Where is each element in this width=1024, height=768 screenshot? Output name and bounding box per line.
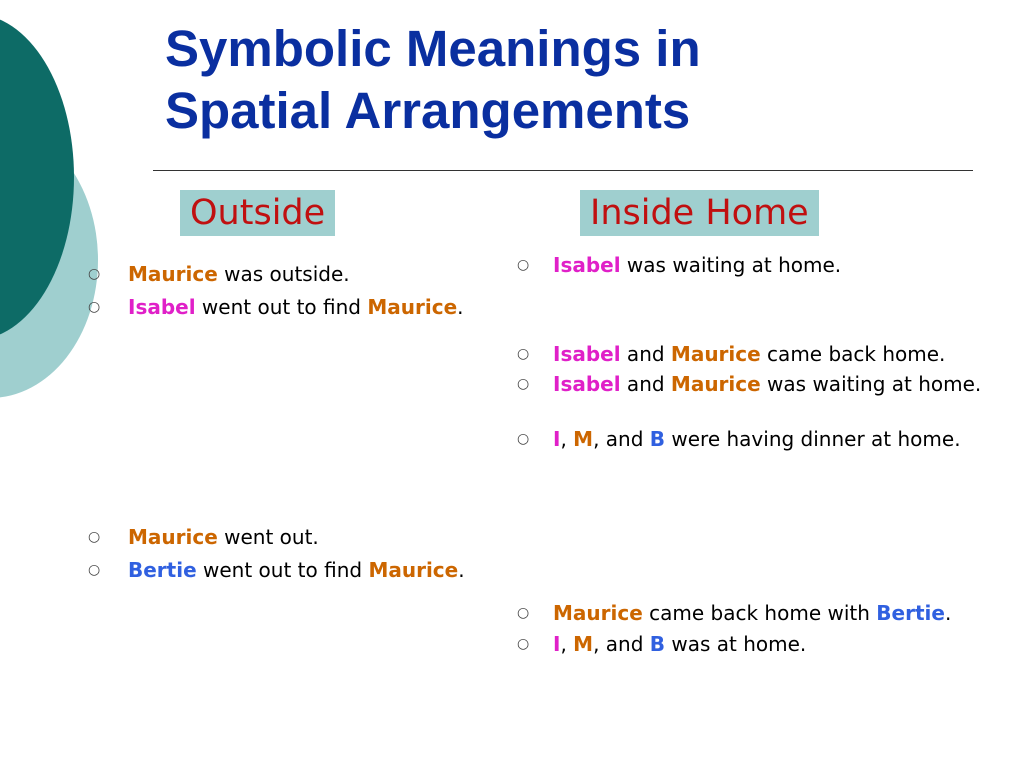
bullet-text [128, 525, 528, 550]
name-bertie: Bertie [128, 558, 197, 582]
bullet-text [553, 253, 997, 278]
name-isabel: I [553, 632, 561, 656]
hollow-circle-bullet-icon: ○ [517, 636, 530, 652]
name-bertie: Bertie [876, 601, 945, 625]
name-maurice: Maurice [670, 372, 761, 396]
bullet-text [128, 558, 528, 583]
name-maurice: Maurice [128, 262, 218, 286]
hollow-circle-bullet-icon: ○ [517, 346, 530, 362]
column-header-inside-home: Inside Home [580, 190, 819, 236]
bullet-text-segment: came back home. [760, 342, 946, 366]
bullet-text [128, 295, 528, 320]
bullet-item [517, 253, 997, 278]
hollow-circle-bullet-icon: ○ [517, 431, 530, 447]
bullet-item [517, 342, 1007, 367]
name-maurice: Maurice [367, 295, 458, 319]
bullet-item [517, 601, 1007, 626]
bullet-item [88, 295, 528, 320]
bullet-item [517, 632, 997, 657]
bullet-item [88, 558, 528, 583]
bullet-text-segment: was waiting at home. [620, 253, 842, 277]
hollow-circle-bullet-icon: ○ [88, 562, 101, 578]
bullet-item [517, 372, 997, 397]
bullet-text-segment: , and [593, 632, 650, 656]
name-maurice: M [573, 632, 594, 656]
bullet-text-segment: came back home with [642, 601, 877, 625]
name-maurice: Maurice [553, 601, 643, 625]
name-maurice: M [573, 427, 594, 451]
name-isabel: Isabel [553, 253, 621, 277]
bullet-text-segment: . [458, 558, 465, 582]
bullet-text-segment: , [560, 427, 574, 451]
bullet-text-segment: was waiting at home. [760, 372, 982, 396]
name-maurice: Maurice [368, 558, 459, 582]
bullet-text-segment: were having dinner at home. [665, 427, 961, 451]
column-header-outside: Outside [180, 190, 335, 236]
slide-title-line-2: Spatial Arrangements [165, 82, 691, 139]
name-maurice: Maurice [128, 525, 218, 549]
bullet-text-segment: , and [593, 427, 650, 451]
name-isabel: I [553, 427, 561, 451]
hollow-circle-bullet-icon: ○ [517, 257, 530, 273]
bullet-text-segment: and [620, 372, 671, 396]
hollow-circle-bullet-icon: ○ [88, 299, 101, 315]
bullet-text-segment: . [457, 295, 464, 319]
name-isabel: Isabel [553, 342, 621, 366]
bullet-text [553, 427, 997, 452]
bullet-text-segment: , [560, 632, 574, 656]
bullet-item [88, 525, 528, 550]
bullet-text [553, 601, 1007, 626]
bullet-text-segment: went out. [217, 525, 319, 549]
bullet-text-segment: and [620, 342, 671, 366]
name-bertie: B [649, 427, 666, 451]
name-isabel: Isabel [128, 295, 196, 319]
name-maurice: Maurice [670, 342, 761, 366]
bullet-text-segment: went out to find [195, 295, 368, 319]
hollow-circle-bullet-icon: ○ [517, 605, 530, 621]
bullet-text-segment: was at home. [665, 632, 807, 656]
slide-title [165, 18, 701, 142]
name-bertie: B [649, 632, 666, 656]
bullet-item [88, 262, 528, 287]
bullet-text [553, 342, 1007, 367]
title-divider [153, 170, 973, 171]
bullet-text-segment: went out to find [196, 558, 369, 582]
hollow-circle-bullet-icon: ○ [517, 376, 530, 392]
hollow-circle-bullet-icon: ○ [88, 266, 101, 282]
bullet-text-segment: . [944, 601, 952, 625]
bullet-item [517, 427, 997, 452]
slide-title-line-1: Symbolic Meanings in [165, 20, 701, 77]
bullet-text-segment: was outside. [217, 262, 350, 286]
bullet-text [128, 262, 528, 287]
name-isabel: Isabel [553, 372, 621, 396]
bullet-text [553, 372, 997, 397]
bullet-text [553, 632, 997, 657]
hollow-circle-bullet-icon: ○ [88, 529, 101, 545]
